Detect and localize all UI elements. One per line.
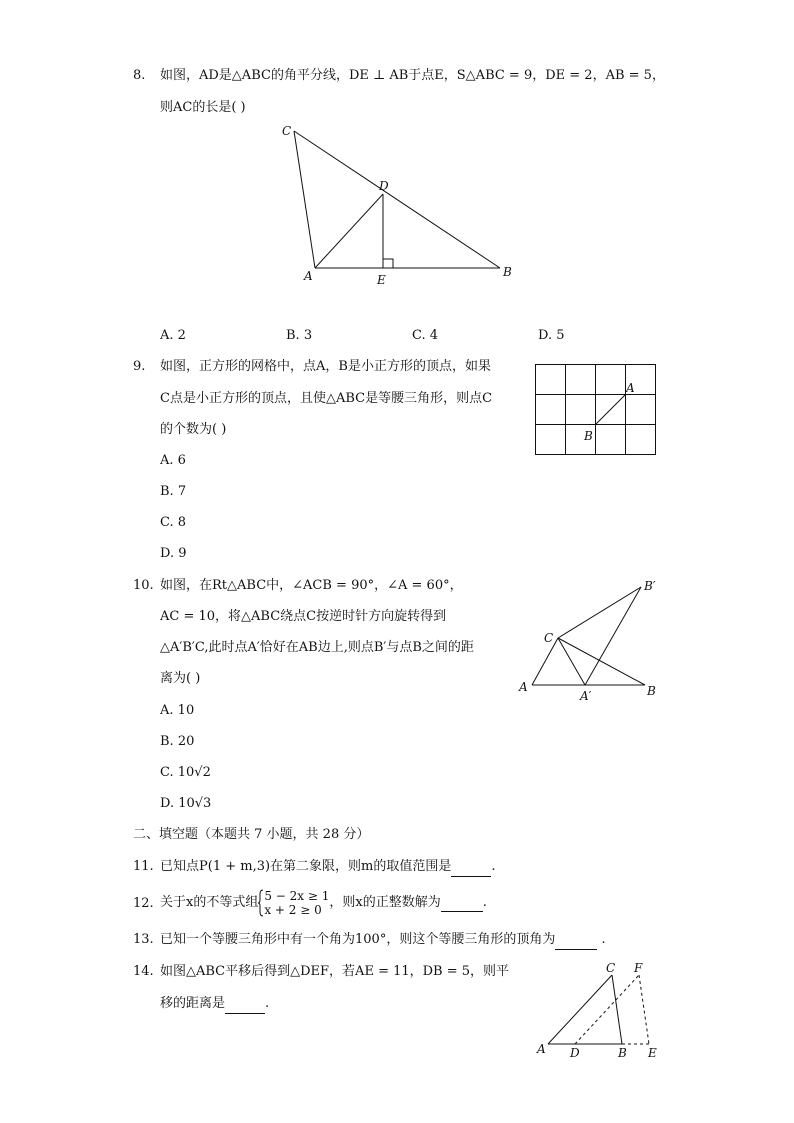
q10-stem-line2: AC = 10，将△ABC绕点C按逆时针方向旋转得到 xyxy=(160,609,447,624)
q14-stem-line1: 如图△ABC平移后得到△DEF，若AE = 11，DB = 5，则平 xyxy=(160,964,510,979)
q10-label-b-prime: B′ xyxy=(644,579,656,593)
q8-triangle-figure xyxy=(280,118,520,288)
q8-stem-line1: 如图，AD是△ABC的角平分线，DE ⊥ AB于点E，S△ABC = 9，DE = 2，AB = 5， xyxy=(160,68,665,83)
q9-label-b: B xyxy=(584,429,593,443)
q10-rotation-figure xyxy=(516,576,666,704)
q8-option-c[interactable]: C. 4 xyxy=(412,328,439,343)
q8-label-d: D xyxy=(379,179,389,193)
q14-label-b: B xyxy=(618,1046,627,1060)
q8-option-b[interactable]: B. 3 xyxy=(286,328,313,343)
q14-label-c: C xyxy=(606,961,616,975)
q8-label-c: C xyxy=(282,124,292,138)
section-title-fill-in: 二、填空题（本题共 7 小题，共 28 分） xyxy=(133,827,370,842)
q10-option-d[interactable]: D. 10√3 xyxy=(160,796,212,811)
q11-number: 11. xyxy=(133,859,154,874)
q12-stem: 关于x的不等式组 5 − 2x ≥ 1 x + 2 ≥ 0 ，则x的正整数解为 . xyxy=(160,888,487,917)
q9-grid-figure xyxy=(534,363,659,457)
q14-translation-figure xyxy=(534,959,664,1063)
q10-stem-line3: △A′B′C,此时点A′恰好在AB边上,则点B′与点B之间的距 xyxy=(160,640,474,655)
q9-option-d[interactable]: D. 9 xyxy=(160,546,187,561)
q9-stem-line3: 的个数为( ) xyxy=(160,422,227,437)
q14-label-a: A xyxy=(537,1042,546,1056)
q8-option-d[interactable]: D. 5 xyxy=(538,328,565,343)
q9-option-c[interactable]: C. 8 xyxy=(160,515,187,530)
q9-option-b[interactable]: B. 7 xyxy=(160,484,187,499)
q13-answer-blank[interactable] xyxy=(555,931,597,950)
q10-option-c[interactable]: C. 10√2 xyxy=(160,765,211,780)
q10-label-a-prime: A′ xyxy=(580,689,592,703)
q11-answer-blank[interactable] xyxy=(451,858,491,877)
q8-label-b: B xyxy=(503,265,512,279)
q8-option-a[interactable]: A. 2 xyxy=(160,328,186,343)
q9-stem-line1: 如图，正方形的网格中，点A，B是小正方形的顶点，如果 xyxy=(160,359,491,374)
q13-number: 13. xyxy=(133,932,154,947)
q10-stem-line4: 离为( ) xyxy=(160,671,201,686)
q10-label-b: B xyxy=(647,684,656,698)
q14-number: 14. xyxy=(133,964,154,979)
q10-label-a: A xyxy=(519,680,528,694)
q10-option-b[interactable]: B. 20 xyxy=(160,734,195,749)
q14-label-d: D xyxy=(570,1046,580,1060)
q9-label-a: A xyxy=(626,381,635,395)
q10-stem-line1: 如图，在Rt△ABC中，∠ACB = 90°，∠A = 60°， xyxy=(160,578,463,593)
q10-option-a[interactable]: A. 10 xyxy=(160,703,195,718)
q13-stem: 已知一个等腰三角形中有一个角为100°，则这个等腰三角形的顶角为 . xyxy=(160,931,606,950)
q14-label-f: F xyxy=(634,961,643,975)
q8-label-e: E xyxy=(377,273,386,287)
q12-inequality-system: 5 − 2x ≥ 1 x + 2 ≥ 0 xyxy=(264,888,330,917)
q11-stem: 已知点P(1 + m,3)在第二象限，则m的取值范围是 . xyxy=(160,858,496,877)
q8-number: 8. xyxy=(133,68,146,83)
q9-stem-line2: C点是小正方形的顶点，且使△ABC是等腰三角形，则点C xyxy=(160,391,493,406)
q14-stem-line2: 移的距离是 . xyxy=(160,995,269,1014)
q8-label-a: A xyxy=(304,269,313,283)
q8-stem-line2: 则AC的长是( ) xyxy=(160,100,246,115)
q14-answer-blank[interactable] xyxy=(225,995,265,1014)
q10-label-c: C xyxy=(544,631,554,645)
q10-number: 10. xyxy=(133,578,154,593)
q12-answer-blank[interactable] xyxy=(441,895,483,912)
q9-number: 9. xyxy=(133,359,146,374)
q12-number: 12. xyxy=(133,896,154,911)
q9-option-a[interactable]: A. 6 xyxy=(160,453,186,468)
q14-label-e: E xyxy=(648,1046,657,1060)
